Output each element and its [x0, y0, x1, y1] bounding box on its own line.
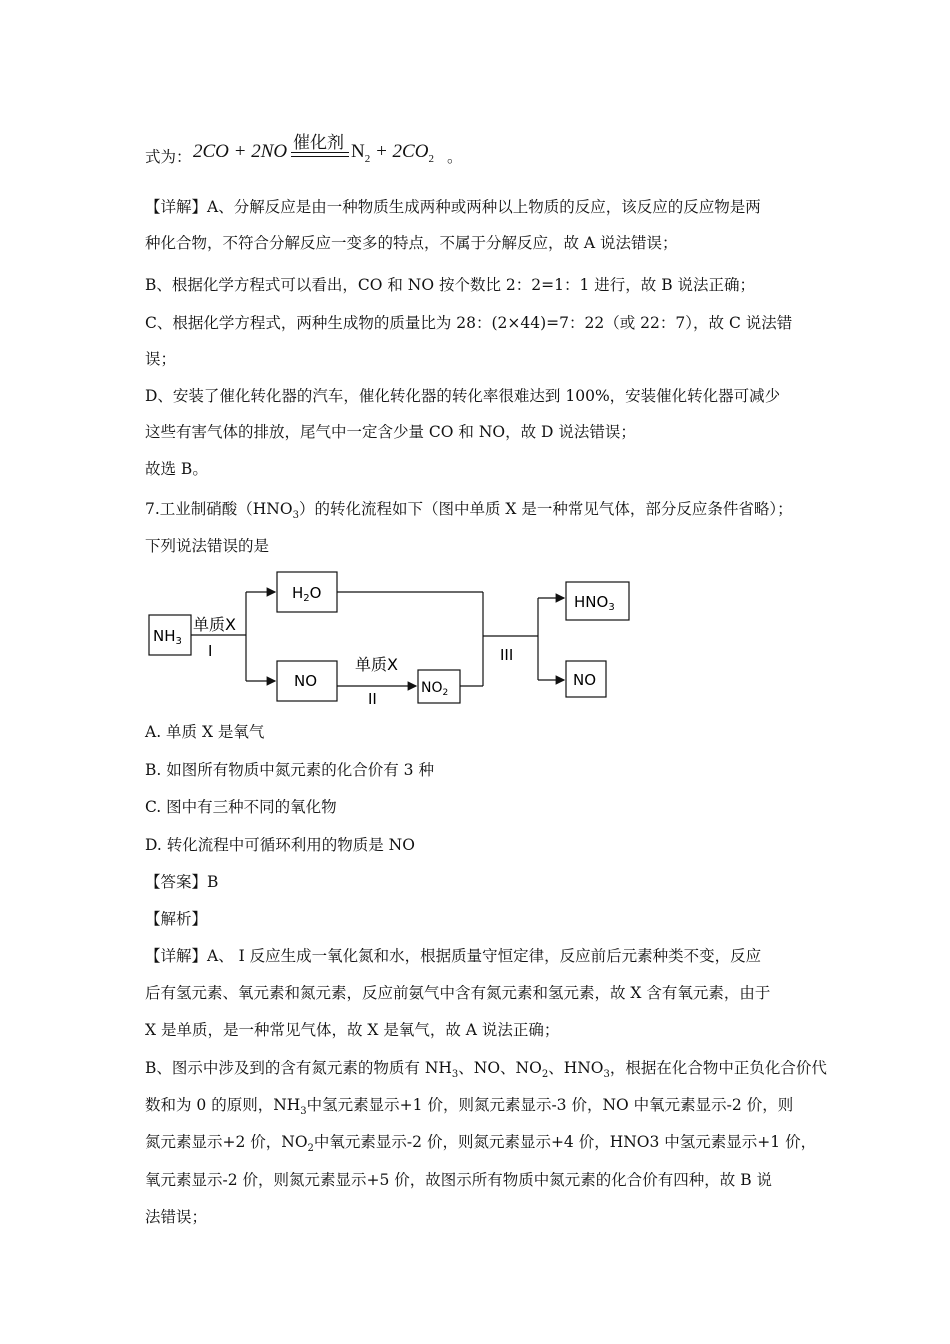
question-line: 7.工业制硝酸$(HNO_3)$的转化流程如下（图中单质 X 是一种常见气体，部分反应条件省略）； [145, 500, 793, 522]
option-b: B. 如图所有物质中氮元素的化合价有 3 种 [145, 761, 434, 779]
roman-3: III [500, 646, 514, 664]
detail-line: 氮元素显示+2 价，$NO_2$中氧元素显示-2 价，则氮元素显示+4 价，HNO3 中氢元素显示+1 价， [145, 1133, 817, 1155]
label-x1: 单质X [193, 615, 236, 634]
text-line: 误； [145, 350, 177, 368]
roman-2: II [368, 690, 377, 708]
option-c: C. 图中有三种不同的氧化物 [145, 798, 337, 816]
h2o-box [277, 572, 337, 612]
hno3-label: $HNO_3$ [574, 593, 615, 613]
text-line: C、根据化学方程式，两种生成物的质量比为 28：(2×44)=7：22（或 22：7），故 C 说法错 [145, 314, 793, 332]
answer: 【答案】B [145, 873, 219, 891]
detail-line: 【详解】A、 I 反应生成一氧化氮和水，根据质量守恒定律，反应前后元素种类不变，反应 [145, 947, 762, 965]
detail-line: 数和为 0 的原则，$NH_3$中氢元素显示+1 价，则氮元素显示-3 价，NO 中氧元素显示-2 价，则 [145, 1096, 794, 1118]
catalyst-label: 催化剂 [293, 133, 344, 153]
question-line: 下列说法错误的是 [145, 537, 270, 555]
detail-line: 后有氢元素、氧元素和氮元素，反应前氨气中含有氮元素和氢元素，故 X 含有氧元素，由于 [145, 984, 771, 1002]
label-x2: 单质X [355, 655, 398, 674]
equation-lead: 式为： [145, 148, 192, 166]
h2o-label: $H_2O$ [292, 584, 322, 604]
option-d: D. 转化流程中可循环利用的物质是 NO [145, 836, 415, 854]
text-line: B、根据化学方程式可以看出，CO 和 NO 按个数比 2：2=1：1 进行，故 B 说法正确； [145, 276, 756, 294]
detail-line: B、图示中涉及到的含有氮元素的物质有 $NH_3$、NO、$NO_2$、$HNO_3$，根据在化合物中正负化合价代 [145, 1059, 827, 1081]
detail-line: X 是单质，是一种常见气体，故 X 是氧气，故 A 说法正确； [145, 1021, 560, 1039]
analysis-title: 【解析】 [145, 910, 208, 928]
text-line: 故选 B。 [145, 460, 208, 478]
option-a: A. 单质 X 是氧气 [145, 723, 265, 741]
detail-line: 法错误； [145, 1208, 208, 1226]
no-left-label: NO [294, 672, 318, 690]
roman-1: I [208, 642, 213, 660]
text-line: D、安装了催化转化器的汽车，催化转化器的转化率很难达到 100%，安装催化转化器可减少 [145, 387, 781, 405]
nh3-label: $NH_3$ [153, 627, 182, 647]
no2-label: $NO_2$ [421, 680, 449, 698]
detail-line: 氧元素显示-2 价，则氮元素显示+5 价，故图示所有物质中氮元素的化合价有四种，故 B 说 [145, 1171, 773, 1189]
equation-lhs: 2CO + 2NO [193, 141, 288, 162]
text-line: 【详解】A、分解反应是由一种物质生成两种或两种以上物质的反应，该反应的反应物是两 [145, 198, 761, 216]
text-line: 这些有害气体的排放，尾气中一定含少量 CO 和 NO，故 D 说法错误； [145, 423, 636, 441]
text-line: 种化合物，不符合分解反应一变多的特点，不属于分解反应，故 A 说法错误； [145, 234, 678, 252]
equation-period: 。 [447, 148, 463, 166]
no-right-label: NO [573, 671, 597, 689]
equation-rhs: $N_2 + 2CO_2$ [351, 141, 434, 165]
